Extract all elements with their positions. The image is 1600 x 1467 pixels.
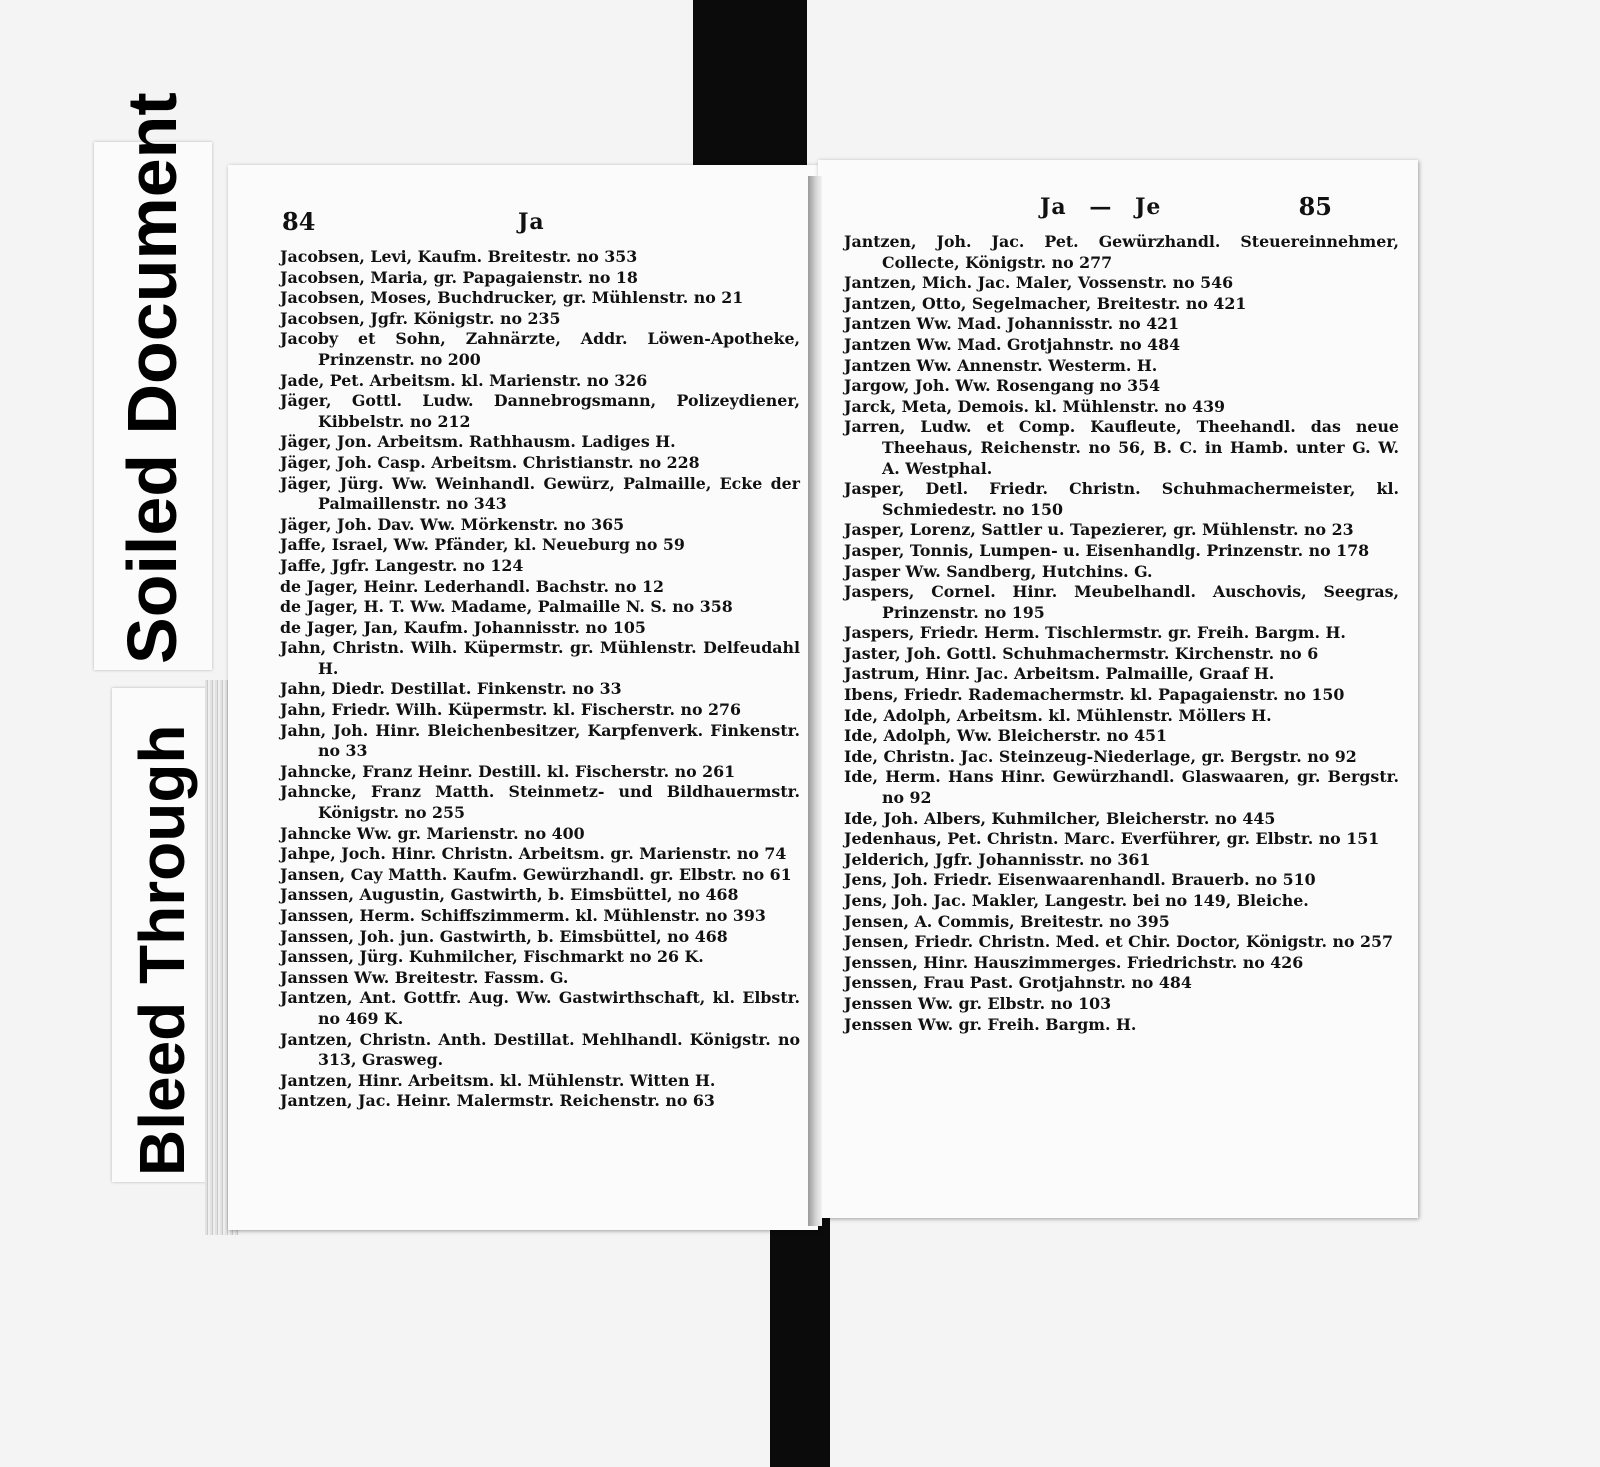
directory-entry: Jargow, Joh. Ww. Rosengang no 354	[844, 376, 1161, 396]
directory-entry: de Jager, H. T. Ww. Madame, Palmaille N. S. no 358	[280, 597, 733, 617]
directory-entry: Jahn, Diedr. Destillat. Finkenstr. no 33	[280, 679, 622, 699]
directory-entry: Ide, Joh. Albers, Kuhmilcher, Bleicherstr. no 445	[844, 808, 1276, 828]
right-page	[818, 160, 1418, 1218]
directory-entry: Jacobsen, Jgfr. Königstr. no 235	[280, 308, 561, 328]
directory-entry: Jäger, Joh. Dav. Ww. Mörkenstr. no 365	[280, 514, 625, 534]
directory-entry: Jarck, Meta, Demois. kl. Mühlenstr. no 439	[844, 396, 1226, 416]
page-number: 84	[282, 207, 316, 236]
directory-entry: Jasper, Lorenz, Sattler u. Tapezierer, gr. Mühlenstr. no 23	[844, 520, 1354, 540]
directory-entry: Jacoby et Sohn, Zahnärzte, Addr. Löwen-Apotheke, Prinzenstr. no 200	[280, 329, 800, 369]
directory-entry: Jastrum, Hinr. Jac. Arbeitsm. Palmaille, Graaf H.	[844, 664, 1275, 684]
directory-entry: de Jager, Heinr. Lederhandl. Bachstr. no 12	[280, 576, 664, 596]
directory-entry: Jantzen, Otto, Segelmacher, Breitestr. no 421	[844, 293, 1247, 313]
directory-entry: Jenssen Ww. gr. Elbstr. no 103	[844, 993, 1112, 1013]
directory-entry: Jantzen Ww. Mad. Grotjahnstr. no 484	[844, 334, 1181, 354]
directory-entry: Jarren, Ludw. et Comp. Kaufleute, Theehandl. das neue Theehaus, Reichenstr. no 56, B. C. in Hamb. unter G. W. A. Westphal.	[844, 417, 1399, 478]
directory-entry: Jedenhaus, Pet. Christn. Marc. Everführer, gr. Elbstr. no 151	[844, 829, 1380, 849]
bleed-through-label	[112, 688, 214, 1182]
directory-entry: Jantzen, Ant. Gottfr. Aug. Ww. Gastwirthschaft, kl. Elbstr. no 469 K.	[280, 988, 800, 1028]
directory-entry: Jäger, Jürg. Ww. Weinhandl. Gewürz, Palmaille, Ecke der Palmaillenstr. no 343	[280, 473, 800, 514]
directory-entry: Ide, Christn. Jac. Steinzeug-Niederlage, gr. Bergstr. no 92	[844, 746, 1357, 766]
page-header: Ja — Je	[1040, 194, 1162, 220]
directory-entry: Jenssen, Hinr. Hauszimmerges. Friedrichstr. no 426	[844, 952, 1304, 972]
binding-strip-bottom	[770, 1218, 830, 1467]
directory-entry: Jäger, Joh. Casp. Arbeitsm. Christianstr. no 228	[280, 452, 700, 472]
directory-entry: Ide, Herm. Hans Hinr. Gewürzhandl. Glaswaaren, gr. Bergstr. no 92	[844, 767, 1399, 808]
binding-strip-top	[693, 0, 807, 178]
directory-entry: Jahpe, Joch. Hinr. Christn. Arbeitsm. gr. Marienstr. no 74	[280, 844, 787, 864]
directory-entry: Jantzen Ww. Mad. Johannisstr. no 421	[844, 314, 1180, 334]
directory-entry: Jahn, Friedr. Wilh. Küpermstr. kl. Fischerstr. no 276	[280, 700, 742, 720]
directory-entry: Jahn, Christn. Wilh. Küpermstr. gr. Mühlenstr. Delfeudahl H.	[280, 638, 800, 678]
directory-entry: Jasper Ww. Sandberg, Hutchins. G.	[844, 561, 1153, 581]
page-number: 85	[1298, 192, 1332, 221]
directory-entry: Jäger, Gottl. Ludw. Dannebrogsmann, Polizeydiener, Kibbelstr. no 212	[280, 391, 800, 431]
directory-entry: Jaspers, Friedr. Herm. Tischlermstr. gr. Freih. Bargm. H.	[844, 623, 1346, 643]
page-header: Ja	[518, 209, 545, 235]
left-page	[228, 165, 818, 1230]
directory-entry: Jasper, Tonnis, Lumpen- u. Eisenhandlg. Prinzenstr. no 178	[844, 540, 1370, 560]
soiled-document-text: Soiled Document	[113, 92, 191, 664]
entry-list	[280, 247, 800, 1112]
directory-entry: Janssen, Jürg. Kuhmilcher, Fischmarkt no 26 K.	[280, 947, 704, 967]
directory-entry: Jantzen, Jac. Heinr. Malermstr. Reichenstr. no 63	[280, 1091, 715, 1111]
directory-entry: Jantzen, Christn. Anth. Destillat. Mehlhandl. Königstr. no 313, Grasweg.	[280, 1029, 800, 1070]
directory-entry: Jahncke Ww. gr. Marienstr. no 400	[280, 823, 585, 843]
directory-entry: Jens, Joh. Friedr. Eisenwaarenhandl. Brauerb. no 510	[844, 870, 1316, 890]
directory-entry: Jaffe, Jgfr. Langestr. no 124	[280, 555, 524, 575]
directory-entry: de Jager, Jan, Kaufm. Johannisstr. no 105	[280, 617, 646, 637]
soiled-document-label	[94, 92, 212, 670]
directory-entry: Jahn, Joh. Hinr. Bleichenbesitzer, Karpfenverk. Finkenstr. no 33	[280, 720, 800, 761]
directory-entry: Janssen Ww. Breitestr. Fassm. G.	[280, 967, 569, 987]
directory-entry: Jacobsen, Moses, Buchdrucker, gr. Mühlenstr. no 21	[280, 288, 744, 308]
directory-entry: Jaster, Joh. Gottl. Schuhmachermstr. Kirchenstr. no 6	[844, 643, 1319, 663]
book-gutter	[808, 176, 822, 1226]
directory-entry: Jade, Pet. Arbeitsm. kl. Marienstr. no 326	[280, 370, 648, 390]
directory-entry: Ibens, Friedr. Rademachermstr. kl. Papagaienstr. no 150	[844, 685, 1345, 705]
directory-entry: Jasper, Detl. Friedr. Christn. Schuhmachermeister, kl. Schmiedestr. no 150	[844, 479, 1399, 519]
directory-entry: Janssen, Joh. jun. Gastwirth, b. Eimsbüttel, no 468	[280, 926, 728, 946]
directory-entry: Jantzen Ww. Annenstr. Westerm. H.	[844, 355, 1158, 375]
directory-entry: Janssen, Augustin, Gastwirth, b. Eimsbüttel, no 468	[280, 885, 739, 905]
directory-entry: Jantzen, Hinr. Arbeitsm. kl. Mühlenstr. Witten H.	[280, 1070, 716, 1090]
directory-entry: Jens, Joh. Jac. Makler, Langestr. bei no 149, Bleiche.	[844, 891, 1309, 910]
directory-entry: Ide, Adolph, Arbeitsm. kl. Mühlenstr. Möllers H.	[844, 705, 1272, 725]
directory-entry: Jelderich, Jgfr. Johannisstr. no 361	[844, 849, 1151, 869]
directory-entry: Jacobsen, Levi, Kaufm. Breitestr. no 353	[280, 247, 638, 266]
directory-entry: Jäger, Jon. Arbeitsm. Rathhausm. Ladiges H.	[280, 432, 676, 452]
directory-entry: Ide, Adolph, Ww. Bleicherstr. no 451	[844, 726, 1168, 746]
entry-list	[844, 232, 1399, 1035]
directory-entry: Jensen, A. Commis, Breitestr. no 395	[844, 911, 1170, 931]
directory-entry: Jaspers, Cornel. Hinr. Meubelhandl. Auschovis, Seegras, Prinzenstr. no 195	[844, 582, 1399, 622]
directory-entry: Jacobsen, Maria, gr. Papagaienstr. no 18	[280, 267, 638, 287]
directory-entry: Jantzen, Joh. Jac. Pet. Gewürzhandl. Steuereinnehmer, Collecte, Königstr. no 277	[844, 232, 1399, 272]
directory-entry: Jansen, Cay Matth. Kaufm. Gewürzhandl. gr. Elbstr. no 61	[280, 864, 792, 884]
directory-entry: Jahncke, Franz Matth. Steinmetz- und Bildhauermstr. Königstr. no 255	[280, 782, 800, 823]
directory-entry: Jahncke, Franz Heinr. Destill. kl. Fischerstr. no 261	[280, 761, 736, 781]
directory-entry: Janssen, Herm. Schiffszimmerm. kl. Mühlenstr. no 393	[280, 906, 766, 925]
bleed-through-text: Bleed Through	[126, 724, 198, 1176]
directory-entry: Jenssen Ww. gr. Freih. Bargm. H.	[844, 1014, 1137, 1034]
directory-entry: Jantzen, Mich. Jac. Maler, Vossenstr. no 546	[844, 273, 1234, 293]
directory-entry: Jensen, Friedr. Christn. Med. et Chir. Doctor, Königstr. no 257	[844, 932, 1393, 952]
directory-entry: Jaffe, Israel, Ww. Pfänder, kl. Neueburg no 59	[280, 535, 685, 555]
directory-entry: Jenssen, Frau Past. Grotjahnstr. no 484	[844, 973, 1192, 993]
